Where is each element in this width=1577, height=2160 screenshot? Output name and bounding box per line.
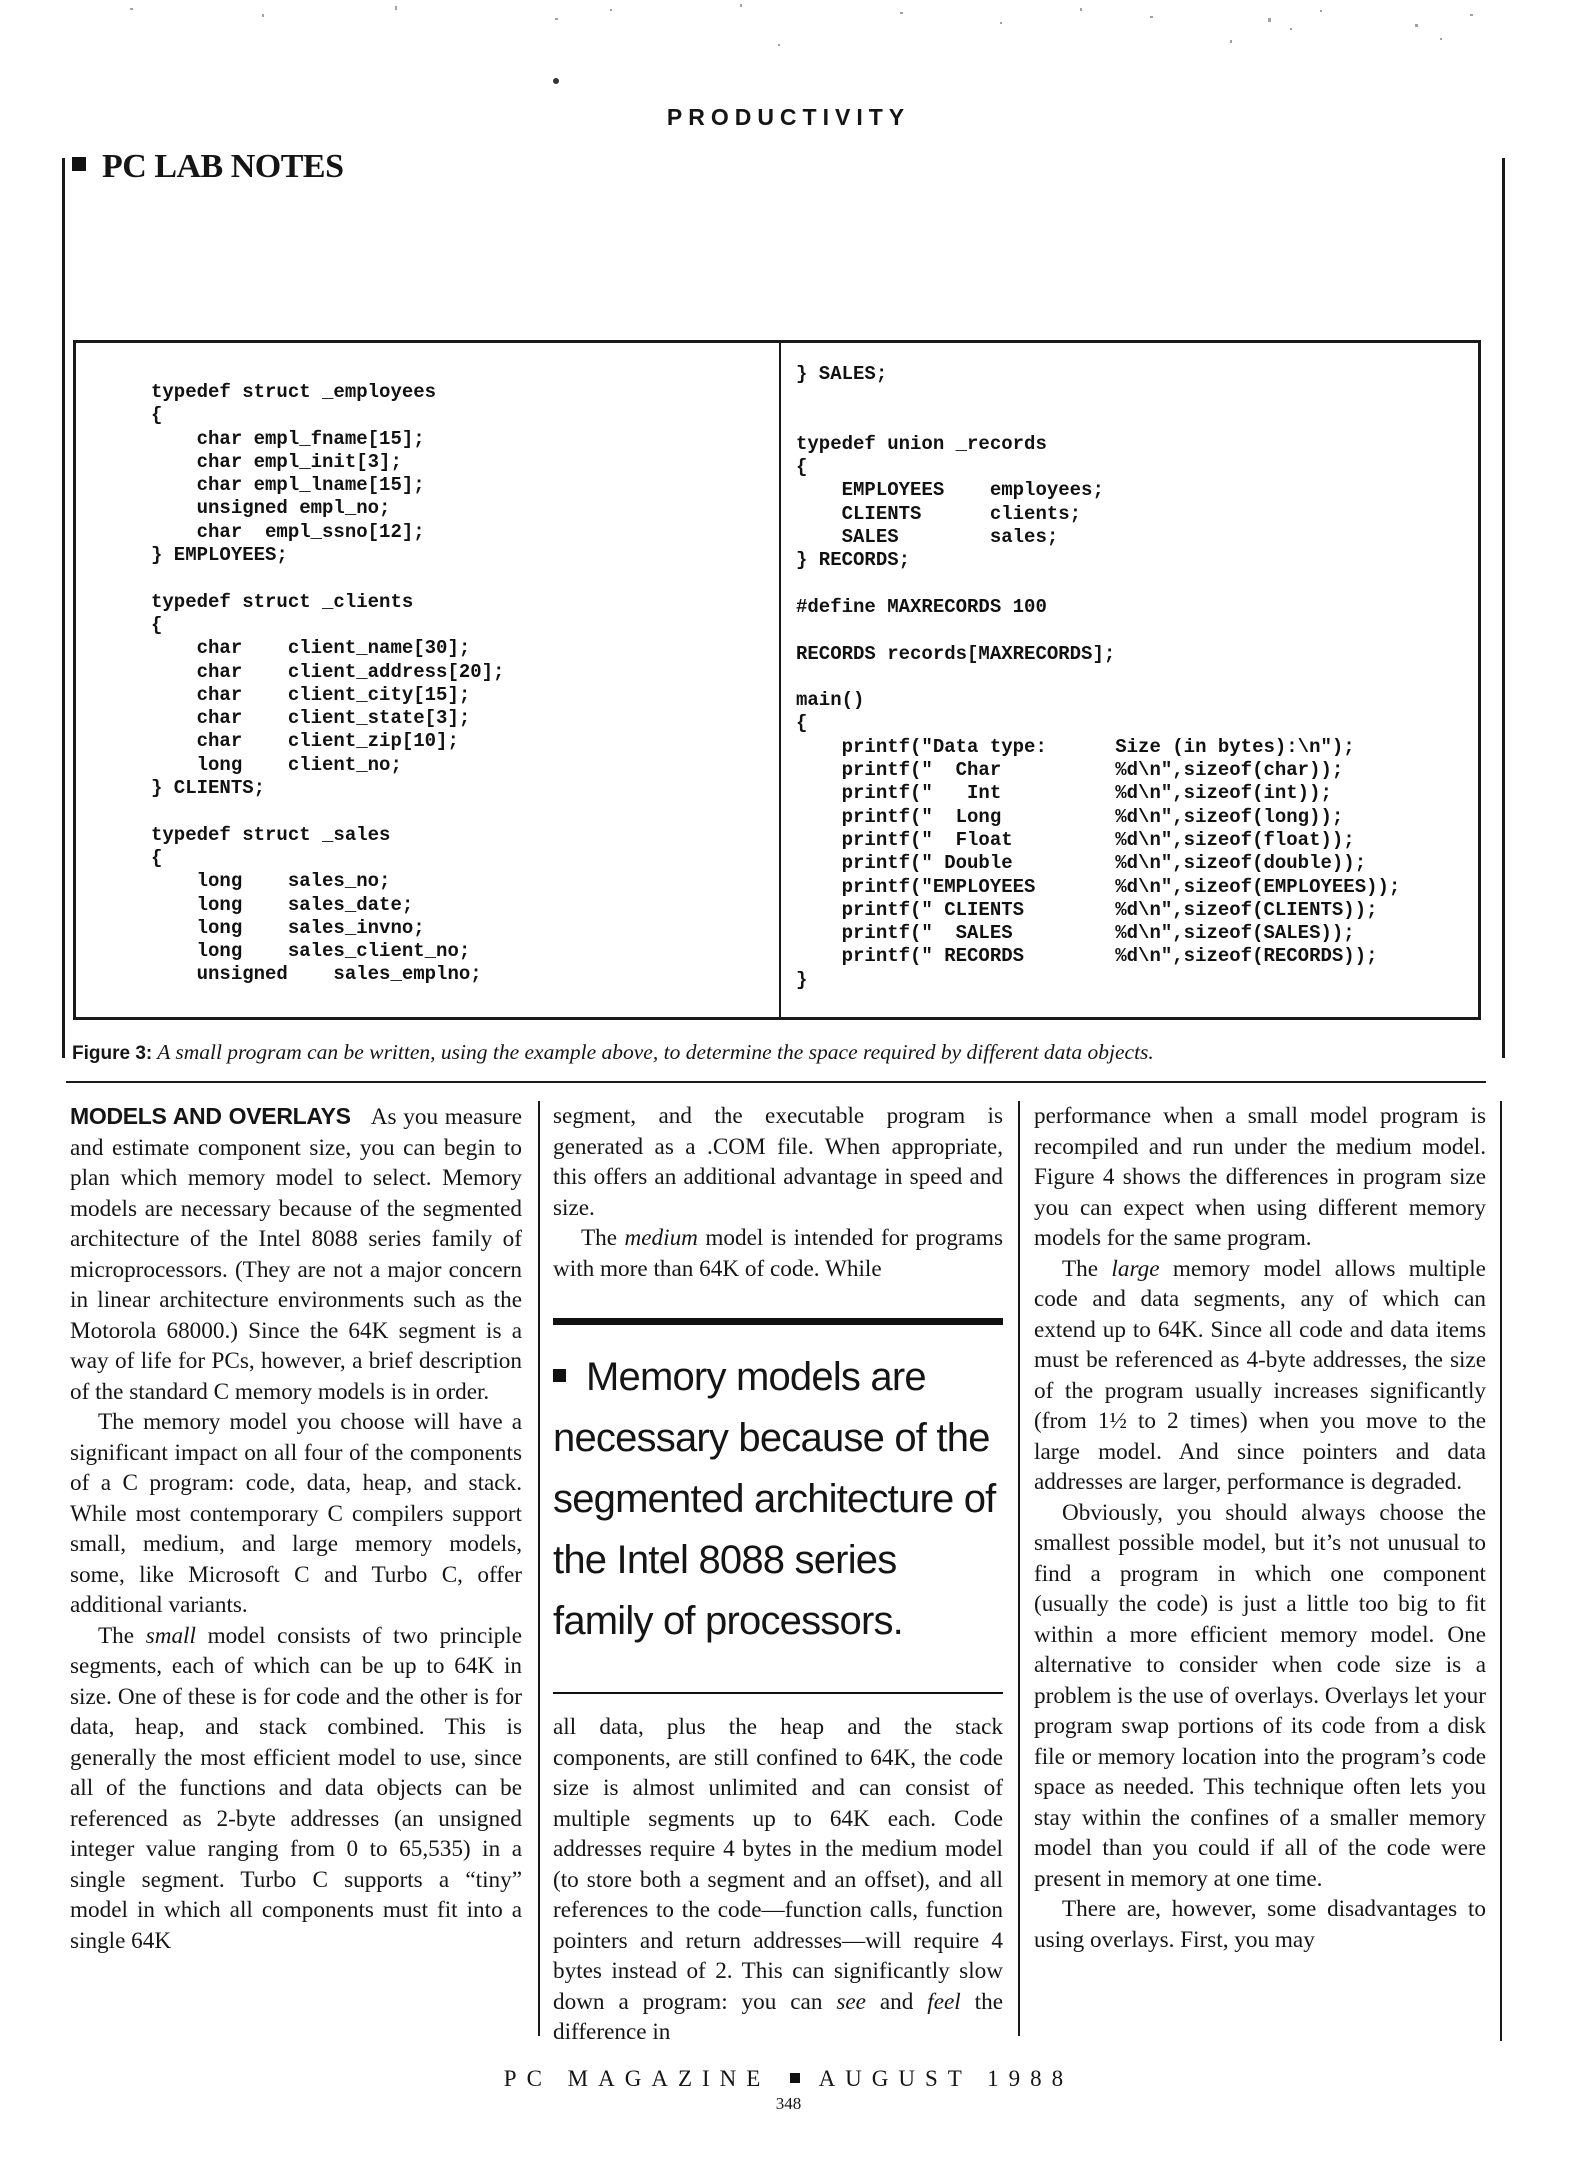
figure-caption-label: Figure 3: xyxy=(72,1043,153,1064)
paragraph: all data, plus the heap and the stack components, are still confined to 64K, the code size is almost unlimited and can consist of multiple segments up to 64K each. Code addresses require 4 bytes in the medium model (to store both a segment and an offset), and all references to the code—function calls, function pointers and return addresses—will require 4 bytes instead of 2. This can significantly slow down a program: you can see and feel the difference in xyxy=(553,1714,1003,2045)
paragraph: MODELS AND OVERLAYS As you measure and estimate component size, you can begin to plan which memory model to select. Memory models are necessary because of the segmented architecture of the Intel 8088 series family of microprocessors. (They are not a major concern in linear architecture environments such as the Motorola 68000.) Since the 64K segment is a way of life for PCs, however, a brief description of the standard C memory models is in order. xyxy=(70,1103,522,1405)
code-divider xyxy=(779,343,781,1017)
column-rule xyxy=(1018,1101,1020,2036)
column-title-text: PC LAB NOTES xyxy=(102,148,344,185)
scan-noise xyxy=(0,0,1577,70)
bullet-square-icon xyxy=(72,157,86,171)
paragraph: There are, however, some disadvantages to using overlays. First, you may xyxy=(1034,1896,1486,1953)
article-column-3 xyxy=(1034,1101,1486,1955)
paragraph: The small model consists of two principle segments, each of which can be up to 64K in size. One of these is for code and the other is for data, heap, and stack combined. This is generally the most efficient model to use, since all of the functions and data objects can be referenced as 2-byte addresses (an unsigned integer value ranging from 0 to 65,535) in a single segment. Turbo C supports a “tiny” model in which all components must fit into a single 64K xyxy=(70,1622,522,1954)
column-title xyxy=(72,148,344,186)
code-figure xyxy=(73,340,1481,1020)
paragraph: segment, and the executable program is generated as a .COM file. When appropriate, this offers an additional advantage in speed and size. xyxy=(553,1103,1003,1221)
paragraph: Obviously, you should always choose the smallest possible model, but it’s not unusual to find a program in which one component (usually the code) is just a little too big to fit within a more efficient memory model. One alternative to consider when code size is a problem is the use of overlays. Overlays let your program swap portions of its code from a disk file or memory location into the program’s code space as needed. This technique often lets you stay within the confines of a smaller memory model than you could if all of the code were present in memory at one time. xyxy=(1034,1499,1486,1892)
page-footer xyxy=(0,2066,1577,2092)
issue-date: AUGUST 1988 xyxy=(818,2066,1074,2091)
pull-quote-top-rule xyxy=(553,1318,1003,1325)
figure-caption xyxy=(72,1040,1492,1065)
bullet-square-icon xyxy=(553,1369,566,1382)
article-top-rule xyxy=(66,1081,1486,1083)
article-column-1 xyxy=(70,1101,522,1956)
code-listing-right: } SALES; typedef union _records { EMPLOYEES employees; CLIENTS clients; SALES sales; } RECORDS; #define MAXRECORDS 100 RECORDS records[MAXRECORDS]; main() { printf("Data type: Size (in bytes):\n"); printf(" Char %d\n",sizeof(char)); printf(" Int %d\n",sizeof(int)); printf(" Long %d\n",sizeof(long)); printf(" Float %d\n",sizeof(float)); printf(" Double %d\n",sizeof(double)); printf("EMPLOYEES %d\n",sizeof(EMPLOYEES)); printf(" CLIENTS %d\n",sizeof(CLIENTS)); printf(" SALES %d\n",sizeof(SALES)); printf(" RECORDS %d\n",sizeof(RECORDS)); } xyxy=(796,363,1401,991)
figure-caption-text: A small program can be written, using the example above, to determine the space required by different data objects. xyxy=(152,1040,1154,1064)
frame-left-rule xyxy=(62,158,65,1058)
pull-quote xyxy=(553,1347,1003,1652)
scan-dot xyxy=(553,78,559,84)
page-number: 348 xyxy=(775,2094,802,2113)
section-label: PRODUCTIVITY xyxy=(666,104,911,130)
code-listing-left: typedef struct _employees { char empl_fname[15]; char empl_init[3]; char empl_lname[15]; unsigned empl_no; char empl_ssno[12]; } EMPLOYEES; typedef struct _clients { char client_name[30]; char client_address[20]; char client_city[15]; char client_state[3]; char client_zip[10]; long client_no; } CLIENTS; typedef struct _sales { long sales_no; long sales_date; long sales_invno; long sales_client_no; unsigned sales_emplno; xyxy=(151,381,505,986)
article-column-2-continued xyxy=(553,1712,1003,2048)
paragraph: performance when a small model program is recompiled and run under the medium model. Figure 4 shows the differences in program size you can expect when using different memory models for the same program. xyxy=(1034,1103,1486,1251)
paragraph: The large memory model allows multiple code and data segments, any of which can extend up to 64K. Since all code and data items must be referenced as 4-byte addresses, the size of the program usually increases significantly (from 1½ to 2 times) when you move to the large model. And since pointers and data addresses are larger, performance is degraded. xyxy=(1034,1255,1486,1495)
frame-right-rule xyxy=(1502,158,1505,1058)
bullet-square-icon xyxy=(790,2073,800,2083)
paragraph: The medium model is intended for programs with more than 64K of code. While xyxy=(553,1225,1003,1282)
pull-quote-text: Memory models are necessary because of the segmented architecture of the Intel 8088 series family of processors. xyxy=(553,1355,996,1643)
pull-quote-bottom-rule xyxy=(553,1692,1003,1694)
article-column-2 xyxy=(553,1101,1003,1284)
column-rule xyxy=(538,1101,540,2036)
column-rule-right xyxy=(1500,1101,1502,2041)
paragraph: The memory model you choose will have a significant impact on all four of the components of a C program: code, data, heap, and stack. While most contemporary C compilers support small, medium, and large memory models, some, like Microsoft C and Turbo C, offer additional variants. xyxy=(70,1409,522,1618)
section-heading: MODELS AND OVERLAYS xyxy=(70,1103,351,1129)
magazine-name: PC MAGAZINE xyxy=(503,2066,771,2091)
